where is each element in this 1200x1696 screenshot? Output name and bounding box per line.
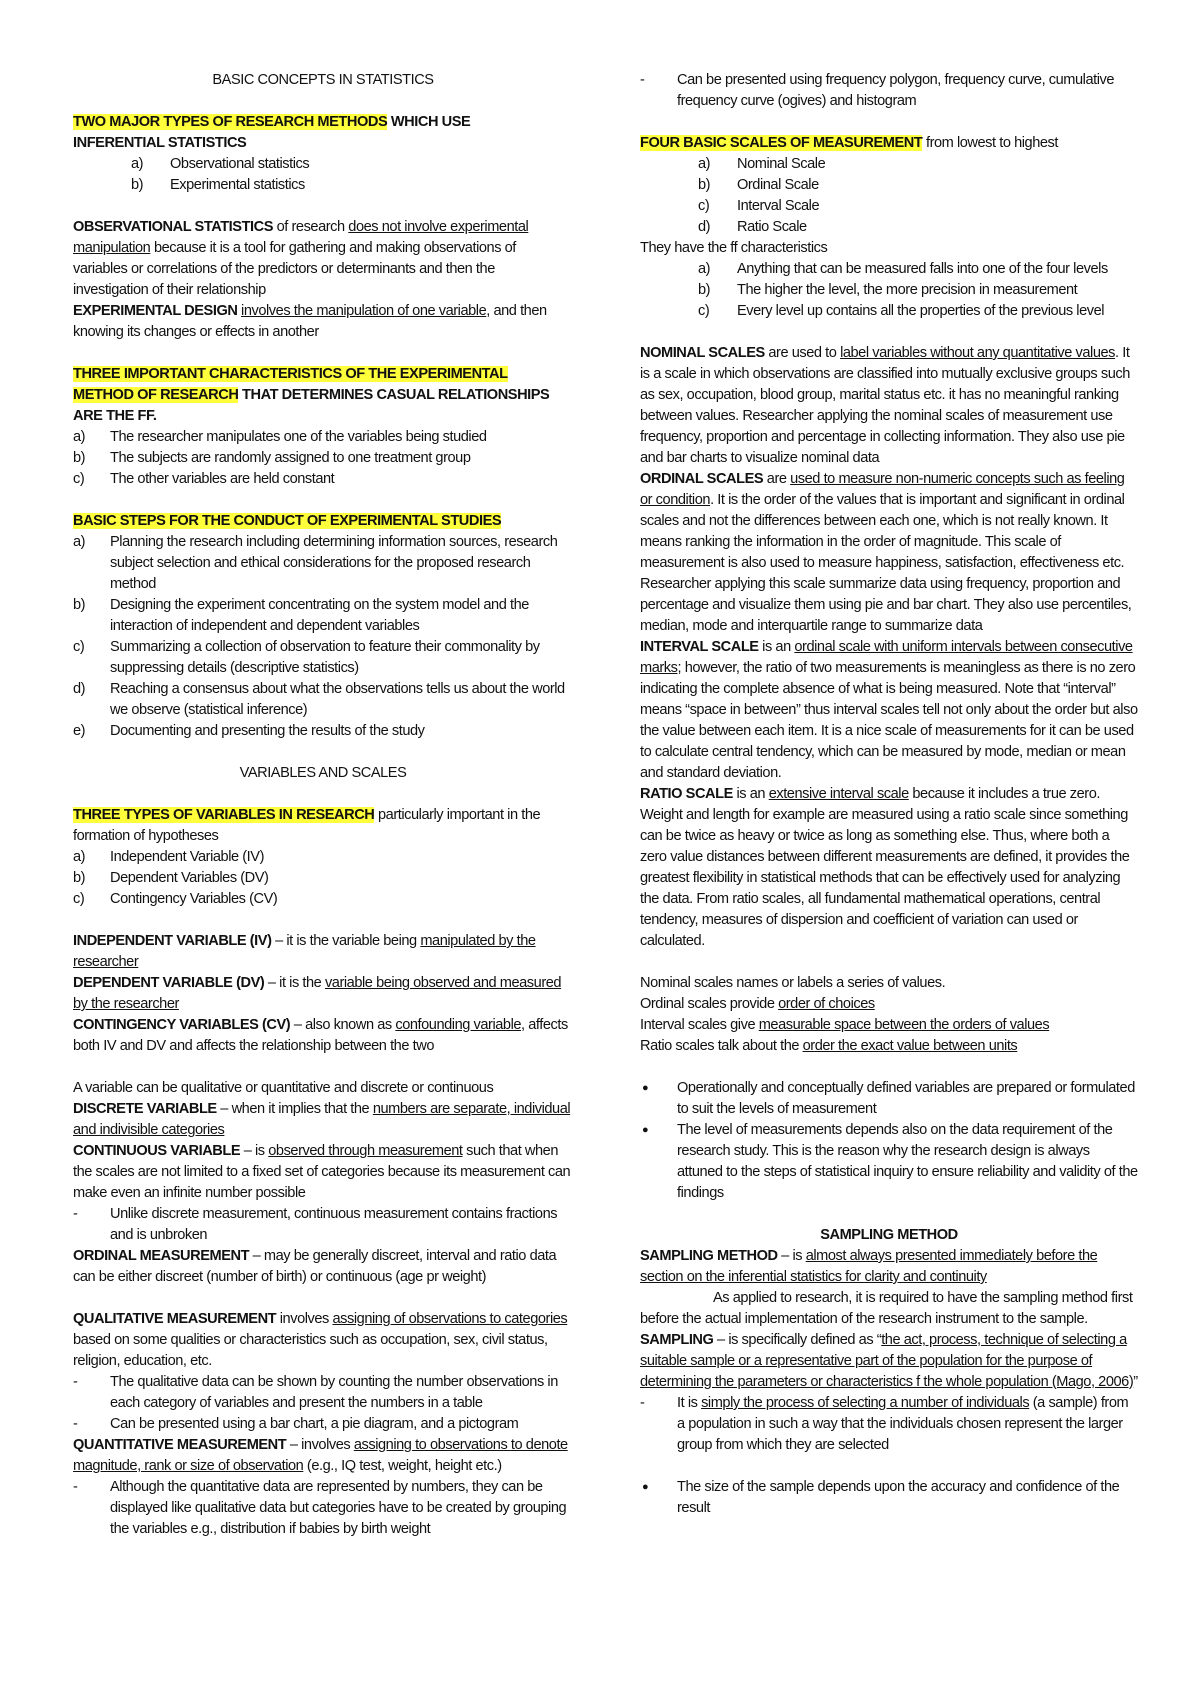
nominal-scales-definition: NOMINAL SCALES are used to label variables without any quantitative values. It is a scale in which observations are classified into mutually exclusive groups such as sex, occupation, blood group, marital status etc. it has no meaningful ranking between values. Researcher applying the nominal scales of measurement use frequency, proportion and percentage in collecting information. They also use pie and bar charts to visualize nominal data — [640, 345, 1130, 466]
list-item: b) Ordinal Scale — [698, 177, 819, 193]
list-item: a) The researcher manipulates one of the variables being studied — [73, 429, 487, 445]
continuous-variable-definition: CONTINUOUS VARIABLE – is observed through measurement such that when the scales are not limited to a fixed set of categories because its measurement can make even an infinite number possible — [73, 1143, 571, 1201]
dash-item: - It is simply the process of selecting a number of individuals (a sample) from a population in such a way that the individuals chosen represent the larger group from which they are selected — [640, 1395, 1129, 1453]
ratio-scale-definition: RATIO SCALE is an extensive interval scale because it includes a true zero. Weight and length for example are measured using a ratio scale since something can be twice as heavy or twice as long as something else. Thus, where both a zero value distances between different measurements are defined, it provides the greatest flexibility in statistical methods that can be effectively used for analyzing the data. From ratio scales, all fundamental mathematical operations, central tendency, measures of dispersion and coefficient of variation can used or calculated. — [640, 786, 1130, 949]
independent-variable-definition: INDEPENDENT VARIABLE (IV) – it is the variable being manipulated by the researcher — [73, 933, 536, 970]
dash-item: - The qualitative data can be shown by counting the number observations in each category of variables and present the numbers in a table — [73, 1374, 558, 1411]
list-item: a) Planning the research including determining information sources, research subject selection and ethical considerations for the proposed research method — [73, 534, 558, 592]
list-item: a) Observational statistics — [131, 156, 310, 172]
ordinal-scales-definition: ORDINAL SCALES are used to measure non-numeric concepts such as feeling or condition. It is the order of the values that is important and significant in ordinal scales and not the differences between each one, which is not really known. It means ranking the information in the order of magnitude. This scale of measurement is also used to measure happiness, satisfaction, effectiveness etc. Researcher applying this scale summarize data using frequency, proportion and percentage and visualize them using pie and bar chart. They also use percentiles, median, mode and interquartile range to summarize data — [640, 471, 1132, 634]
list-item: d) Ratio Scale — [698, 219, 807, 235]
list-item: c) Every level up contains all the properties of the previous level — [698, 303, 1105, 319]
list-item: c) Contingency Variables (CV) — [73, 891, 278, 907]
left-column — [73, 70, 573, 1540]
experimental-design-definition: EXPERIMENTAL DESIGN involves the manipulation of one variable, and then knowing its changes or effects in another — [73, 303, 547, 340]
sampling-definition: SAMPLING – is specifically defined as “the act, process, technique of selecting a suitable sample or a representative part of the population for the purpose of determining the parameters or characteristics f the whole population (Mago, 2006)” — [640, 1332, 1138, 1390]
list-item: a) Independent Variable (IV) — [73, 849, 264, 865]
section-basic-steps: BASIC STEPS FOR THE CONDUCT OF EXPERIMENTAL STUDIES — [73, 513, 502, 529]
summary-line: Nominal scales names or labels a series of values. — [640, 975, 946, 991]
right-column — [640, 70, 1138, 1519]
list-item: b) The subjects are randomly assigned to one treatment group — [73, 450, 471, 466]
list-item: c) The other variables are held constant — [73, 471, 335, 487]
bullet-item: ● Operationally and conceptually defined variables are prepared or formulated to suit the levels of measurement — [642, 1080, 1135, 1117]
list-item: b) Experimental statistics — [131, 177, 305, 193]
list-item: b) The higher the level, the more precision in measurement — [698, 282, 1078, 298]
section-title-variables: VARIABLES AND SCALES — [239, 765, 407, 781]
bullet-icon: ● — [642, 1082, 649, 1094]
section-two-major-types: TWO MAJOR TYPES OF RESEARCH METHODS WHICH USE INFERENTIAL STATISTICS — [73, 114, 471, 151]
list-item: a) Anything that can be measured falls into one of the four levels — [698, 261, 1108, 277]
section-title-sampling: SAMPLING METHOD — [820, 1227, 958, 1243]
observational-statistics-definition: OBSERVATIONAL STATISTICS of research does not involve experimental manipulation because it is a tool for gathering and making observations of variables or correlations of the predictors or determinants and then the investigation of their relationship — [73, 219, 529, 298]
list-item: a) Nominal Scale — [698, 156, 826, 172]
bullet-item: ● The level of measurements depends also on the data requirement of the research study. This is the reason why the research design is always attuned to the steps of statistical inquiry to ensure reliability and validity of the findings — [642, 1122, 1138, 1201]
summary-line: Ratio scales talk about the order the exact value between units — [640, 1038, 1018, 1054]
summary-line: Interval scales give measurable space between the orders of values — [640, 1017, 1050, 1033]
dash-item: - Can be presented using frequency polygon, frequency curve, cumulative frequency curve (ogives) and histogram — [640, 72, 1115, 109]
section-three-types: THREE TYPES OF VARIABLES IN RESEARCH particularly important in the formation of hypotheses — [73, 807, 541, 844]
list-item: b) Dependent Variables (DV) — [73, 870, 269, 886]
bullet-icon: ● — [642, 1481, 649, 1493]
characteristics-intro: They have the ff characteristics — [640, 240, 828, 256]
list-item: b) Designing the experiment concentrating on the system model and the interaction of independent and dependent variables — [73, 597, 529, 634]
sampling-method-paragraph: As applied to research, it is required to have the sampling method first before the actual implementation of the research instrument to the sample. — [640, 1290, 1133, 1327]
ordinal-measurement-definition: ORDINAL MEASUREMENT – may be generally discreet, interval and ratio data can be either discreet (number of birth) or continuous (age pr weight) — [73, 1248, 557, 1285]
dash-item: - Although the quantitative data are represented by numbers, they can be displayed like qualitative data but categories have to be created by grouping the variables e.g., distribution if babies by birth weight — [73, 1479, 567, 1537]
dash-item: - Unlike discrete measurement, continuous measurement contains fractions and is unbroken — [73, 1206, 558, 1243]
quantitative-measurement-definition: QUANTITATIVE MEASUREMENT – involves assigning to observations to denote magnitude, rank or size of observation (e.g., IQ test, weight, height etc.) — [73, 1437, 568, 1474]
section-four-scales: FOUR BASIC SCALES OF MEASUREMENT from lowest to highest — [640, 135, 1059, 151]
interval-scale-definition: INTERVAL SCALE is an ordinal scale with uniform intervals between consecutive marks; however, the ratio of two measurements is meaningless as there is no zero indicating the complete absence of what is being measured. Note that “interval” means “space in between” thus interval scales tell not only about the order but also the value between each item. It is a nice scale of measurements for it can be used to calculate central tendency, which can be measured by mode, median or mean and standard deviation. — [640, 639, 1138, 781]
qualitative-measurement-definition: QUALITATIVE MEASUREMENT involves assigning of observations to categories based on some qualities or characteristics such as occupation, sex, civil status, religion, education, etc. — [73, 1311, 568, 1369]
variable-types-intro: A variable can be qualitative or quantitative and discrete or continuous — [73, 1080, 494, 1096]
contingency-variable-definition: CONTINGENCY VARIABLES (CV) – also known as confounding variable, affects both IV and DV and affects the relationship between the two — [73, 1017, 568, 1054]
sampling-method-definition: SAMPLING METHOD – is almost always presented immediately before the section on the inferential statistics for clarity and continuity — [640, 1248, 1098, 1285]
list-item: d) Reaching a consensus about what the observations tells us about the world we observe (statistical inference) — [73, 681, 565, 718]
list-item: c) Summarizing a collection of observation to feature their commonality by suppressing details (descriptive statistics) — [73, 639, 540, 676]
bullet-item: ● The size of the sample depends upon the accuracy and confidence of the result — [642, 1479, 1120, 1516]
highlight-heading: TWO MAJOR TYPES OF RESEARCH METHODS — [73, 114, 388, 130]
list-item: c) Interval Scale — [698, 198, 820, 214]
dash-item: - Can be presented using a bar chart, a pie diagram, and a pictogram — [73, 1416, 519, 1432]
section-three-characteristics: THREE IMPORTANT CHARACTERISTICS OF THE EXPERIMENTAL METHOD OF RESEARCH THAT DETERMINES CASUAL RELATIONSHIPS ARE THE FF. — [73, 366, 550, 424]
page-title: BASIC CONCEPTS IN STATISTICS — [212, 72, 434, 88]
discrete-variable-definition: DISCRETE VARIABLE – when it implies that the numbers are separate, individual and indivisible categories — [73, 1101, 571, 1138]
list-item: e) Documenting and presenting the results of the study — [73, 723, 425, 739]
summary-line: Ordinal scales provide order of choices — [640, 996, 875, 1012]
dependent-variable-definition: DEPENDENT VARIABLE (DV) – it is the variable being observed and measured by the researcher — [73, 975, 562, 1012]
bullet-icon: ● — [642, 1124, 649, 1136]
